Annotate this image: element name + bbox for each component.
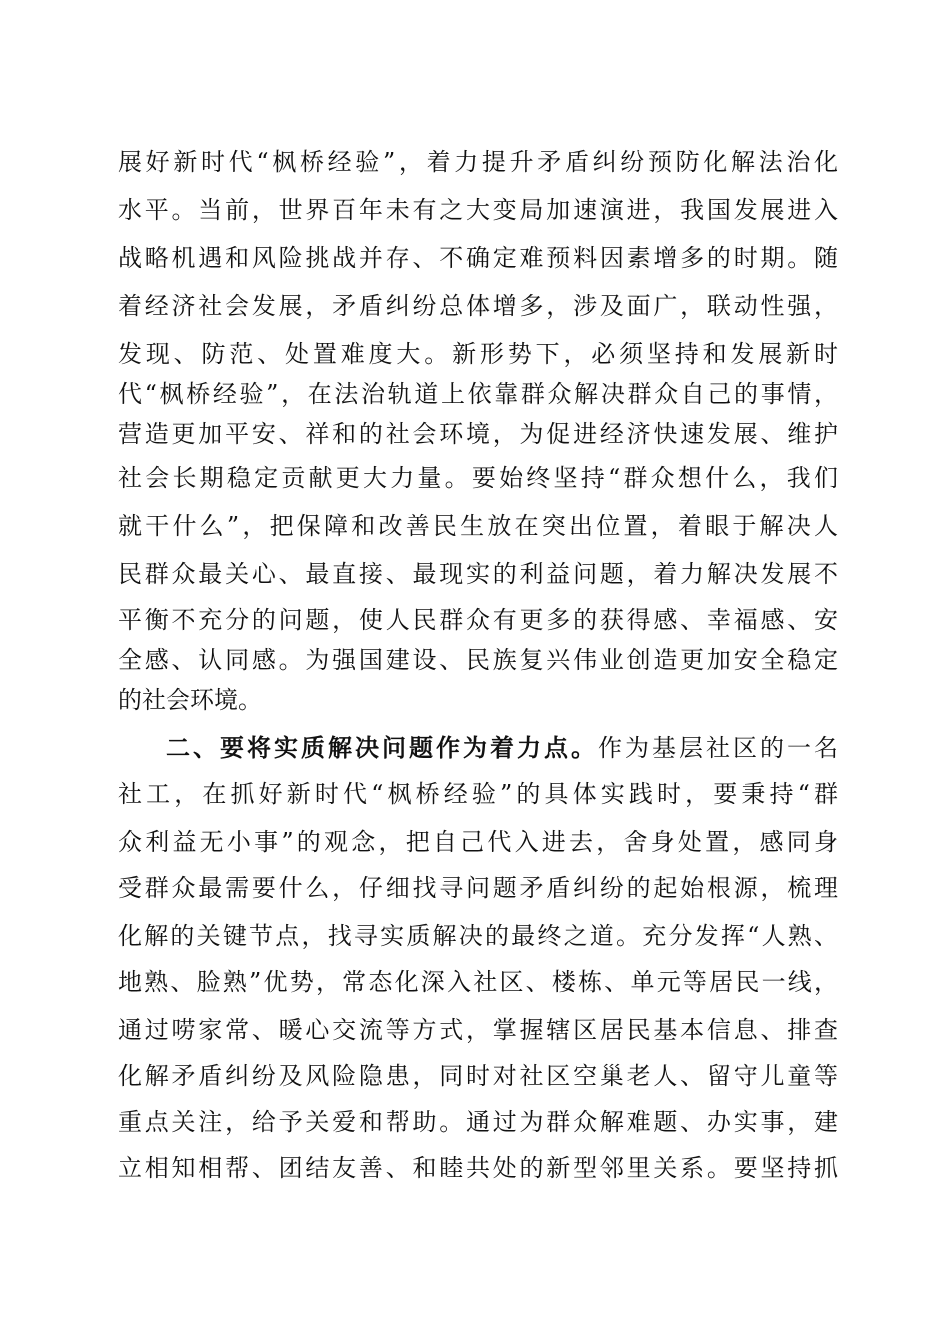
paragraph-line: 营造更加平安、祥和的社会环境，为促进经济快速发展、维护: [118, 420, 838, 448]
paragraph-line: 全感、认同感。为强国建设、民族复兴伟业创造更加安全稳定: [118, 646, 838, 674]
paragraph-line: 重点关注，给予关爱和帮助。通过为群众解难题、办实事，建: [118, 1108, 838, 1136]
paragraph-line: 社工，在抓好新时代“枫桥经验”的具体实践时，要秉持“群: [118, 780, 838, 808]
paragraph-line: 代“枫桥经验”，在法治轨道上依靠群众解决群众自己的事情，: [118, 380, 838, 408]
paragraph-line: 社会长期稳定贡献更大力量。要始终坚持“群众想什么，我们: [118, 464, 838, 492]
paragraph-line: 着经济社会发展，矛盾纠纷总体增多，涉及面广，联动性强，: [118, 292, 838, 320]
paragraph-line: 通过唠家常、暖心交流等方式，掌握辖区居民基本信息、排查: [118, 1016, 838, 1044]
paragraph-line: 发现、防范、处置难度大。新形势下，必须坚持和发展新时: [118, 340, 838, 368]
paragraph-line: 的社会环境。: [118, 686, 262, 714]
section-2-heading: 二、要将实质解决问题作为着力点。: [166, 734, 598, 762]
paragraph-line: 众利益无小事”的观念，把自己代入进去，舍身处置，感同身: [118, 828, 838, 856]
paragraph-line: 就干什么”，把保障和改善民生放在突出位置，着眼于解决人: [118, 512, 838, 540]
paragraph-line: 民群众最关心、最直接、最现实的利益问题，着力解决发展不: [118, 560, 838, 588]
paragraph-line: 化解的关键节点，找寻实质解决的最终之道。充分发挥“人熟、: [118, 922, 838, 950]
paragraph-line: 展好新时代“枫桥经验”，着力提升矛盾纠纷预防化解法治化: [118, 148, 838, 176]
paragraph-line: 化解矛盾纠纷及风险隐患，同时对社区空巢老人、留守儿童等: [118, 1062, 838, 1090]
section-2-first-line: [166, 728, 838, 768]
paragraph-line: 平衡不充分的问题，使人民群众有更多的获得感、幸福感、安: [118, 606, 838, 634]
paragraph-line: 受群众最需要什么，仔细找寻问题矛盾纠纷的起始根源，梳理: [118, 874, 838, 902]
paragraph-line: 战略机遇和风险挑战并存、不确定难预料因素增多的时期。随: [118, 244, 838, 272]
paragraph-line: 水平。当前，世界百年未有之大变局加速演进，我国发展进入: [118, 196, 838, 224]
paragraph-line: 立相知相帮、团结友善、和睦共处的新型邻里关系。要坚持抓: [118, 1154, 838, 1182]
section-2-first-line-text: 作为基层社区的一名: [598, 734, 838, 762]
paragraph-line: 地熟、脸熟”优势，常态化深入社区、楼栋、单元等居民一线，: [118, 968, 838, 996]
